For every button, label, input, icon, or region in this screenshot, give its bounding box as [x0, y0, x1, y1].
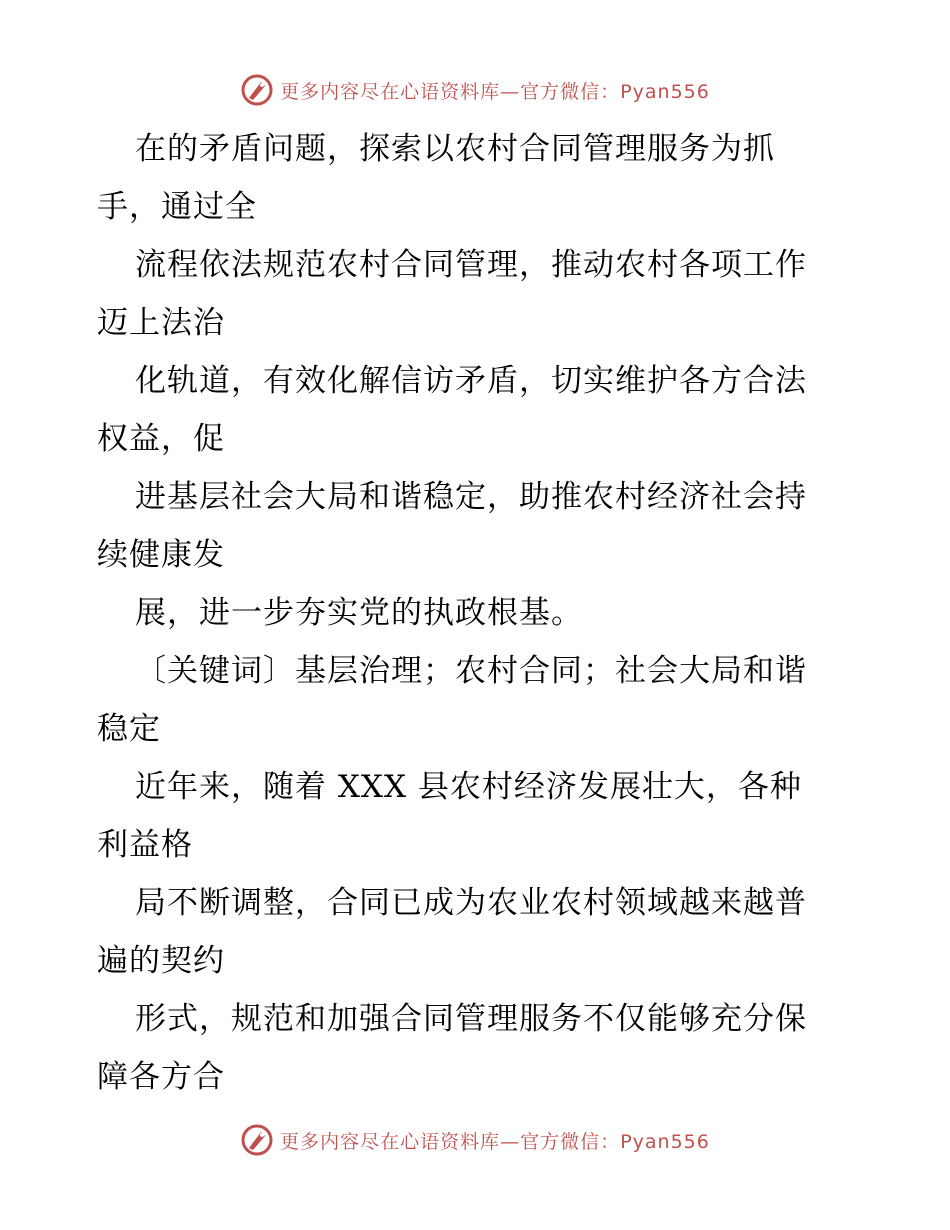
header-wechat-id: Pyan556 — [620, 80, 710, 103]
header-site-text: 更多内容尽在心语资料库— — [280, 80, 521, 103]
body-line: 近年来，随着 XXX 县农村经济发展壮大，各种 — [135, 769, 802, 805]
body-line: 权益，促 — [97, 421, 225, 457]
body-line: 手，通过全 — [97, 189, 257, 225]
header-banner — [0, 70, 950, 110]
keywords-line-continued: 稳定 — [97, 711, 161, 747]
body-line: 形式，规范和加强合同管理服务不仅能够充分保 — [135, 1001, 807, 1037]
body-line: 局不断调整，合同已成为农业农村领域越来越普 — [135, 885, 807, 921]
footer-wechat-id: Pyan556 — [620, 1130, 710, 1153]
body-line: 障各方合 — [97, 1059, 225, 1095]
body-line: 遍的契约 — [97, 943, 225, 979]
header-wechat-text: 官方微信： — [520, 80, 621, 103]
body-line: 在的矛盾问题，探索以农村合同管理服务为抓 — [135, 131, 775, 167]
keywords-line: 〔关键词〕基层治理；农村合同；社会大局和谐 — [135, 653, 807, 689]
body-line: 化轨道，有效化解信访矛盾，切实维护各方合法 — [135, 363, 807, 399]
body-line: 展，进一步夯实党的执政根基。 — [135, 595, 583, 631]
body-line: 续健康发 — [97, 537, 225, 573]
footer-wechat-text: 官方微信： — [520, 1130, 621, 1153]
body-line: 流程依法规范农村合同管理，推动农村各项工作 — [135, 247, 807, 283]
footer-banner-text — [280, 1127, 710, 1154]
header-banner-text — [280, 77, 710, 104]
body-line: 利益格 — [97, 827, 193, 863]
footer-site-text: 更多内容尽在心语资料库— — [280, 1130, 521, 1153]
body-text — [97, 120, 857, 1106]
pen-nib-logo-icon — [240, 73, 274, 107]
footer-banner — [0, 1120, 950, 1160]
body-line: 迈上法治 — [97, 305, 225, 341]
body-line: 进基层社会大局和谐稳定，助推农村经济社会持 — [135, 479, 807, 515]
pen-nib-logo-icon — [240, 1123, 274, 1157]
